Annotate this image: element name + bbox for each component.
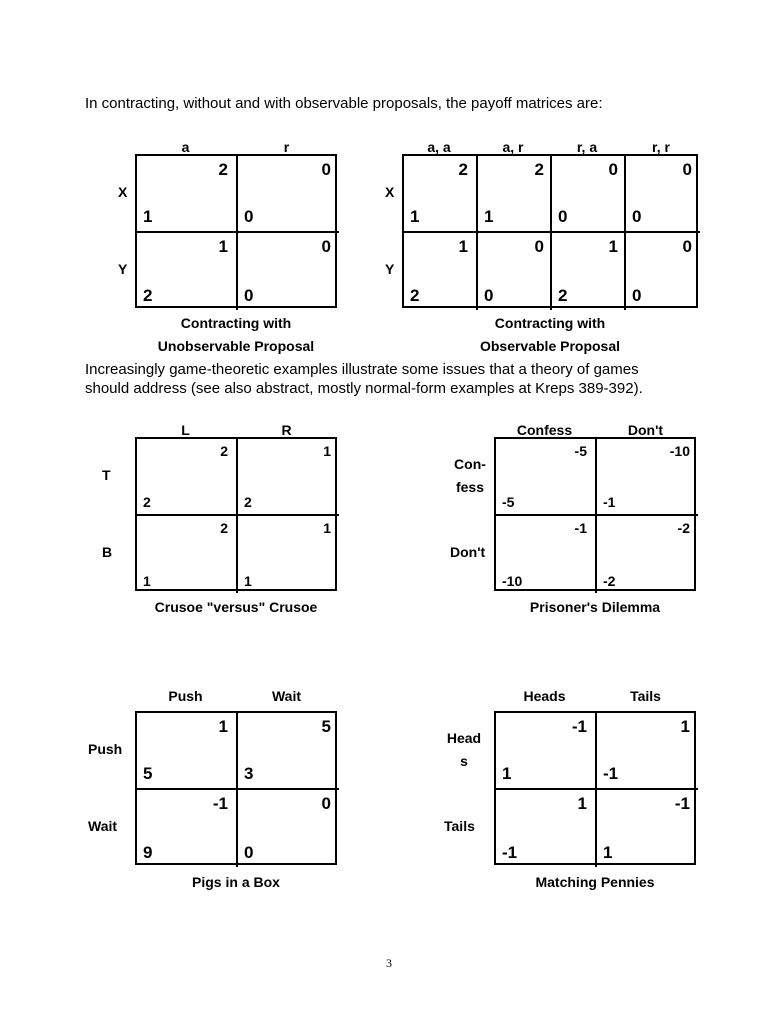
matrix-cell bbox=[624, 231, 700, 310]
column-player-payoff: -5 bbox=[574, 443, 587, 459]
row-header: fess bbox=[455, 478, 485, 495]
matrix-cell bbox=[404, 231, 476, 310]
column-header: Push bbox=[168, 688, 203, 704]
row-player-payoff: -2 bbox=[603, 573, 616, 589]
matrix-cell bbox=[236, 788, 339, 867]
column-player-payoff: 1 bbox=[458, 237, 468, 256]
matrix-cell bbox=[476, 231, 552, 310]
column-player-payoff: 0 bbox=[608, 160, 618, 179]
column-player-payoff: -1 bbox=[212, 794, 228, 813]
matrix-cell bbox=[137, 439, 236, 514]
row-header: Y bbox=[385, 260, 395, 277]
row-player-payoff: 2 bbox=[558, 286, 568, 305]
matrix-caption: Observable Proposal bbox=[479, 338, 621, 354]
column-player-payoff: 1 bbox=[608, 237, 618, 256]
column-player-payoff: 0 bbox=[682, 237, 692, 256]
matrix-cell bbox=[550, 156, 626, 231]
matrix-cell bbox=[496, 439, 595, 514]
matrix-cell bbox=[137, 788, 236, 867]
column-player-payoff: 0 bbox=[534, 237, 544, 256]
matrix-cell bbox=[236, 514, 339, 593]
row-player-payoff: 2 bbox=[410, 286, 420, 305]
row-player-payoff: 0 bbox=[484, 286, 494, 305]
matrix-caption: Contracting with bbox=[494, 315, 606, 331]
column-player-payoff: 2 bbox=[218, 160, 228, 179]
row-header: B bbox=[102, 543, 113, 560]
row-player-payoff: 0 bbox=[244, 207, 254, 226]
column-player-payoff: 1 bbox=[577, 794, 587, 813]
column-player-payoff: -1 bbox=[674, 794, 690, 813]
row-player-payoff: 5 bbox=[143, 764, 153, 783]
matrix-cell bbox=[137, 514, 236, 593]
matrix-cell bbox=[595, 439, 698, 514]
row-player-payoff: 3 bbox=[244, 764, 254, 783]
row-player-payoff: 1 bbox=[143, 573, 151, 589]
column-player-payoff: 0 bbox=[321, 237, 331, 256]
column-header: a, r bbox=[502, 139, 524, 155]
row-player-payoff: 0 bbox=[244, 286, 254, 305]
row-player-payoff: -5 bbox=[502, 494, 515, 510]
matrix-cell bbox=[595, 713, 698, 788]
column-header: R bbox=[281, 422, 292, 438]
row-header: T bbox=[102, 466, 111, 483]
column-player-payoff: 2 bbox=[458, 160, 468, 179]
column-player-payoff: 1 bbox=[680, 717, 690, 736]
column-player-payoff: 2 bbox=[220, 520, 228, 536]
column-player-payoff: 1 bbox=[323, 443, 331, 459]
column-player-payoff: -1 bbox=[574, 520, 587, 536]
matrix-cell bbox=[624, 156, 700, 231]
row-player-payoff: -1 bbox=[603, 494, 616, 510]
row-player-payoff: 2 bbox=[143, 494, 151, 510]
matrix-caption: Prisoner's Dilemma bbox=[529, 599, 661, 615]
matrix-cell bbox=[595, 514, 698, 593]
row-player-payoff: 2 bbox=[244, 494, 252, 510]
matrix-cell bbox=[137, 156, 236, 231]
payoff-matrix-pigs bbox=[135, 711, 337, 865]
matrix-cell bbox=[236, 231, 339, 310]
page-number: 3 bbox=[386, 956, 392, 970]
row-player-payoff: 2 bbox=[143, 286, 153, 305]
row-player-payoff: 0 bbox=[558, 207, 568, 226]
column-player-payoff: 1 bbox=[218, 717, 228, 736]
matrix-caption: Crusoe "versus" Crusoe bbox=[154, 599, 318, 615]
column-header: Don't bbox=[627, 422, 664, 438]
payoff-matrix-observable bbox=[402, 154, 698, 308]
matrix-caption: Matching Pennies bbox=[535, 874, 655, 890]
matrix-cell bbox=[595, 788, 698, 867]
matrix-cell bbox=[137, 231, 236, 310]
payoff-matrix-prisoners bbox=[494, 437, 696, 591]
row-player-payoff: 1 bbox=[143, 207, 153, 226]
column-player-payoff: -10 bbox=[669, 443, 690, 459]
matrix-cell bbox=[236, 156, 339, 231]
column-header: Wait bbox=[271, 688, 302, 704]
matrix-cell bbox=[476, 156, 552, 231]
row-player-payoff: -1 bbox=[502, 843, 518, 862]
row-player-payoff: 1 bbox=[603, 843, 613, 862]
row-player-payoff: 1 bbox=[502, 764, 512, 783]
row-header: X bbox=[118, 183, 128, 200]
matrix-cell bbox=[236, 713, 339, 788]
row-header: Tails bbox=[444, 817, 475, 834]
matrix-cell bbox=[550, 231, 626, 310]
column-header: r, a bbox=[576, 139, 598, 155]
column-header: Confess bbox=[516, 422, 573, 438]
matrix-caption: Pigs in a Box bbox=[192, 874, 280, 890]
intro-paragraph: In contracting, without and with observable proposals, the payoff matrices are: bbox=[85, 95, 603, 112]
column-player-payoff: -2 bbox=[677, 520, 690, 536]
row-player-payoff: 1 bbox=[244, 573, 252, 589]
payoff-matrix-unobservable bbox=[135, 154, 337, 308]
middle-paragraph-line-2: should address (see also abstract, mostly normal-form examples at Kreps 389-392). bbox=[85, 380, 643, 397]
column-header: L bbox=[181, 422, 190, 438]
column-player-payoff: 0 bbox=[321, 794, 331, 813]
column-player-payoff: 1 bbox=[323, 520, 331, 536]
row-player-payoff: 1 bbox=[484, 207, 494, 226]
column-player-payoff: 2 bbox=[534, 160, 544, 179]
column-header: Heads bbox=[523, 688, 566, 704]
column-header: r bbox=[283, 139, 290, 155]
row-player-payoff: 9 bbox=[143, 843, 153, 862]
column-player-payoff: 2 bbox=[220, 443, 228, 459]
matrix-cell bbox=[404, 156, 476, 231]
matrix-caption: Contracting with bbox=[180, 315, 292, 331]
matrix-cell bbox=[137, 713, 236, 788]
row-header: Push bbox=[88, 740, 123, 757]
matrix-cell bbox=[236, 439, 339, 514]
row-header: Con- bbox=[454, 455, 486, 472]
row-player-payoff: 0 bbox=[632, 286, 642, 305]
row-player-payoff: 0 bbox=[632, 207, 642, 226]
payoff-matrix-crusoe bbox=[135, 437, 337, 591]
row-player-payoff: 0 bbox=[244, 843, 254, 862]
column-header: r, r bbox=[652, 139, 670, 155]
column-player-payoff: 0 bbox=[321, 160, 331, 179]
column-player-payoff: -1 bbox=[571, 717, 587, 736]
matrix-cell bbox=[496, 713, 595, 788]
column-header: Tails bbox=[630, 688, 661, 704]
row-player-payoff: -1 bbox=[603, 764, 619, 783]
column-player-payoff: 0 bbox=[682, 160, 692, 179]
matrix-cell bbox=[496, 788, 595, 867]
row-header: Y bbox=[118, 260, 128, 277]
row-header: X bbox=[385, 183, 395, 200]
column-header: a, a bbox=[427, 139, 451, 155]
row-player-payoff: 1 bbox=[410, 207, 420, 226]
column-player-payoff: 5 bbox=[321, 717, 331, 736]
column-player-payoff: 1 bbox=[218, 237, 228, 256]
row-header: Head bbox=[446, 729, 482, 746]
middle-paragraph-line-1: Increasingly game-theoretic examples illustrate some issues that a theory of games bbox=[85, 361, 639, 378]
matrix-cell bbox=[496, 514, 595, 593]
column-header: a bbox=[181, 139, 190, 155]
payoff-matrix-pennies bbox=[494, 711, 696, 865]
row-player-payoff: -10 bbox=[502, 573, 523, 589]
matrix-caption: Unobservable Proposal bbox=[157, 338, 315, 354]
row-header: Don't bbox=[450, 543, 486, 560]
row-header: Wait bbox=[88, 817, 118, 834]
row-header: s bbox=[460, 752, 468, 769]
